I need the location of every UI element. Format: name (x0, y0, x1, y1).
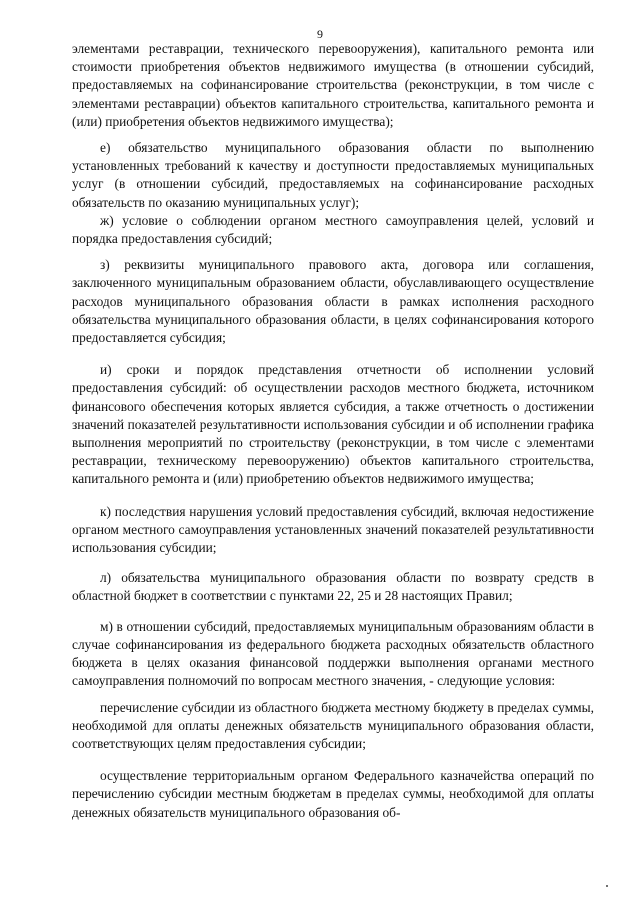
scan-speck (606, 885, 608, 887)
paragraph-item-zh: ж) условие о соблюдении органом местного самоуправления целей, условий и порядка предоставления субсидий; (72, 212, 594, 247)
paragraph-item-k: к) последствия нарушения условий предоставления субсидий, включая недостижение органом местного самоуправления установленных значений показателей результативности использования субсидии; (72, 503, 594, 556)
paragraph-item-l: л) обязательства муниципального образования области по возврату средств в областной бюджет в соответствии с пунктами 22, 25 и 28 настоящих Правил; (72, 570, 594, 604)
paragraph-subcondition-2: осуществление территориальным органом Федерального казначейства операций по перечислению субсидии местным бюджетам в пределах суммы, необходимой для оплаты денежных обязательств муниципального образования об- (72, 768, 594, 820)
paragraph-item-i: и) сроки и порядок представления отчетности об исполнении условий предоставления субсидий: об осуществлении расходов местного бюджета, источником финансового обеспечения которых является субсидия, а также отчетность о достижении значений показателей результативности использования субсидии и об исполнении графика выполнения мероприятий по строительству (реконструкции, в том числе с элементами реставрации, техническому перевооружению) объектов капитального строительства, капитального ремонта и (или) приобретению объектов недвижимого имущества; (72, 362, 594, 487)
paragraph-subcondition-1: перечисление субсидии из областного бюджета местному бюджету в пределах суммы, необходимой для оплаты денежных обязательств муниципального образования области, соответствующих целям предоставления субсидии; (72, 699, 594, 751)
page-number: 9 (317, 27, 323, 41)
paragraph-item-e: е) обязательство муниципального образования области по выполнению установленных требований к качеству и доступности предоставляемых муниципальных услуг (в отношении субсидий, предоставляемых на софинансирование расходных обязательств по оказанию муниципальных услуг); (72, 140, 594, 210)
paragraph-continuation: элементами реставрации, технического перевооружения), капитального ремонта или стоимости приобретения объектов недвижимого имущества (в отношении субсидий, предоставляемых на софинансирование строительства (реконструкции, в том числе с элементами реставрации) объектов капитального строительства, капитального ремонта и (или) приобретения объектов недвижимого имущества); (72, 41, 594, 129)
paragraph-item-m: м) в отношении субсидий, предоставляемых муниципальным образованиям области в случае софинансирования из федерального бюджета расходных обязательств областного бюджета в целях оказания финансовой поддержки выполнения органами местного самоуправления полномочий по вопросам местного значения, - следующие условия: (72, 618, 594, 689)
document-body (72, 40, 594, 822)
paragraph-item-z: з) реквизиты муниципального правового акта, договора или соглашения, заключенного муниципальным образованием области, обуславливающего осуществление расходов муниципального образования области в рамках исполнения расходного обязательства муниципального образования области, в целях софинансирования которого предоставляется субсидия; (72, 257, 594, 346)
